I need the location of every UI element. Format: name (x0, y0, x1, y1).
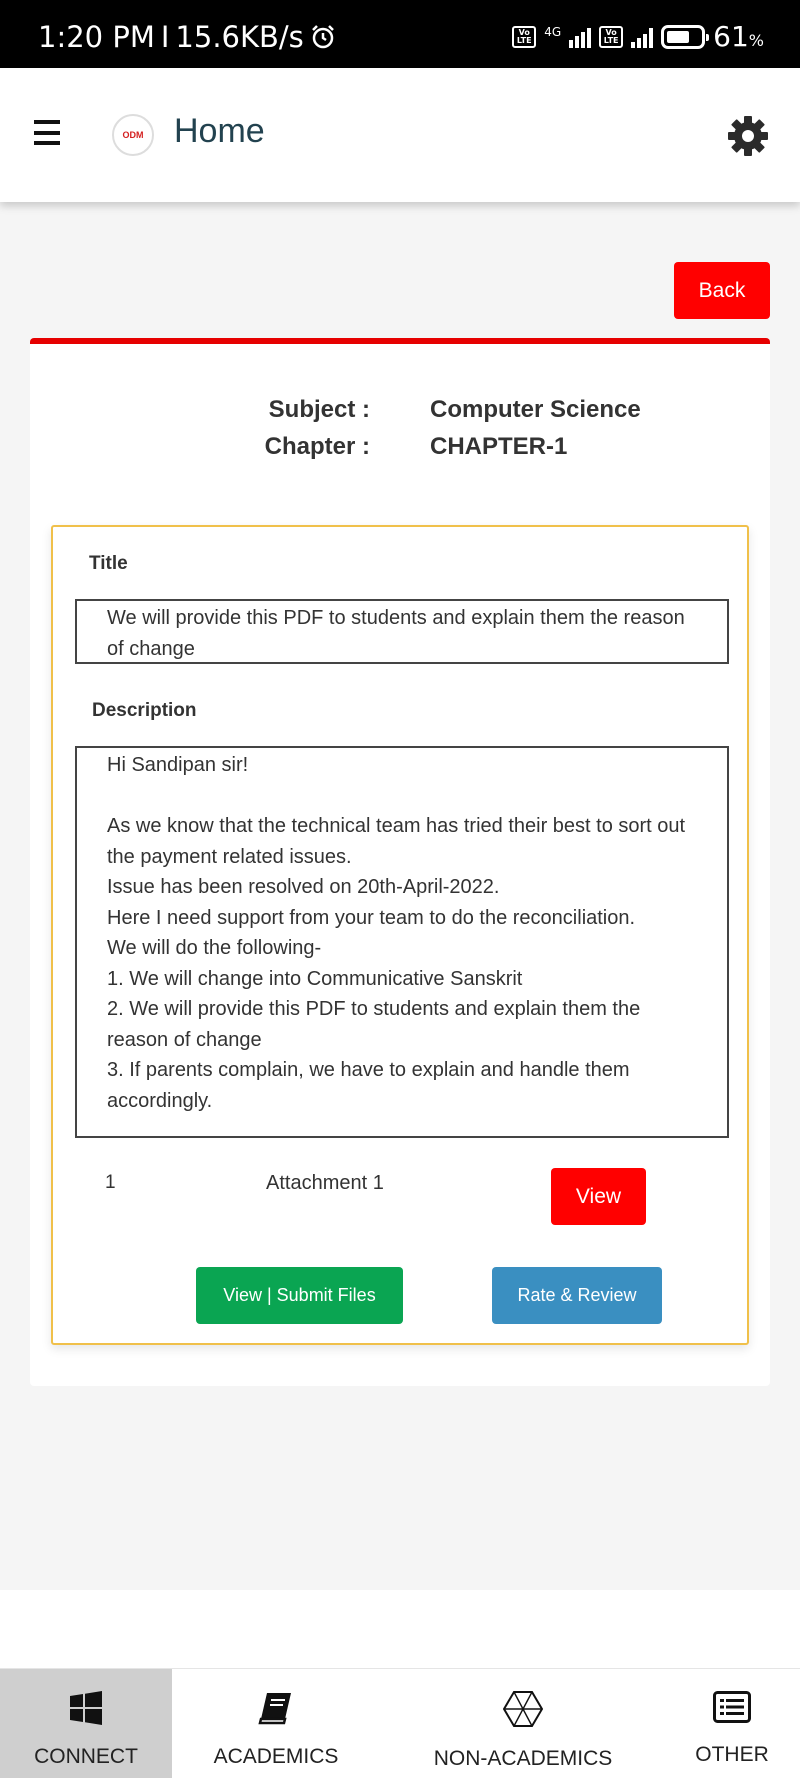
title-line: We will provide this PDF to students and explain them the reason (107, 607, 685, 629)
alarm-icon (310, 24, 336, 50)
battery-level: 61% (713, 20, 764, 53)
chapter-value: CHAPTER-1 (430, 433, 568, 460)
status-bar (0, 0, 800, 68)
nav-non-academics[interactable]: NON-ACADEMICS (420, 1669, 626, 1778)
description-line: 3. If parents complain, we have to explain and handle them (107, 1059, 630, 1081)
description-line: Issue has been resolved on 20th-April-2022. (107, 876, 500, 898)
description-label: Description (92, 700, 197, 721)
title-box (75, 599, 729, 664)
signal-icon (569, 26, 591, 48)
clock-text: 1:20 PM (38, 20, 155, 54)
submit-files-button[interactable]: View | Submit Files (196, 1267, 403, 1324)
description-line: As we know that the technical team has tried their best to sort out (107, 815, 686, 837)
volte-icon-2: Vo LTE (599, 26, 623, 48)
page-title: Home (174, 112, 265, 150)
list-icon (713, 1691, 751, 1723)
status-indicators (512, 20, 764, 53)
title-label: Title (89, 553, 128, 574)
chapter-row (30, 433, 770, 465)
subject-label: Subject : (268, 396, 370, 423)
battery-icon (661, 25, 705, 49)
description-line: accordingly. (107, 1089, 213, 1112)
school-logo: ODM (112, 114, 154, 156)
network-speed: 15.6KB/s (175, 20, 304, 54)
app-bar (0, 68, 800, 202)
bottom-spacer (0, 1590, 800, 1668)
chapter-label: Chapter : (264, 433, 370, 460)
description-line: 2. We will provide this PDF to students and explain them the (107, 998, 641, 1020)
polyhedron-icon (503, 1691, 543, 1727)
view-attachment-button[interactable]: View (551, 1168, 646, 1225)
subject-value: Computer Science (430, 396, 641, 423)
description-line (107, 781, 697, 812)
description-line: Here I need support from your team to do the reconciliation. (107, 906, 636, 929)
book-icon (257, 1691, 295, 1725)
description-line: We will do the following- (107, 937, 322, 959)
title-line: of change (107, 637, 195, 660)
subject-row (30, 396, 770, 428)
assignment-details-panel (51, 525, 749, 1345)
back-button[interactable]: Back (674, 262, 770, 319)
settings-gear-icon[interactable] (724, 112, 772, 160)
rate-review-button[interactable]: Rate & Review (492, 1267, 662, 1324)
status-time: 1:20 PM I 15.6KB/s (38, 20, 336, 54)
description-line: the payment related issues. (107, 845, 352, 868)
nav-academics[interactable]: ACADEMICS (186, 1669, 366, 1778)
menu-icon[interactable] (34, 120, 60, 145)
attachment-name: Attachment 1 (266, 1172, 384, 1194)
nav-other[interactable]: OTHER (680, 1669, 784, 1778)
attachment-index: 1 (105, 1172, 116, 1193)
network-type: 4G (544, 24, 562, 39)
description-line: reason of change (107, 1028, 262, 1051)
nav-connect[interactable]: CONNECT (0, 1669, 172, 1778)
volte-icon: Vo LTE (512, 26, 536, 48)
windows-icon (69, 1691, 103, 1725)
signal-icon-2 (631, 26, 653, 48)
description-box (75, 746, 729, 1138)
description-line: Hi Sandipan sir! (107, 754, 249, 776)
bottom-navigation (0, 1668, 800, 1778)
description-line: 1. We will change into Communicative Sanskrit (107, 967, 523, 990)
